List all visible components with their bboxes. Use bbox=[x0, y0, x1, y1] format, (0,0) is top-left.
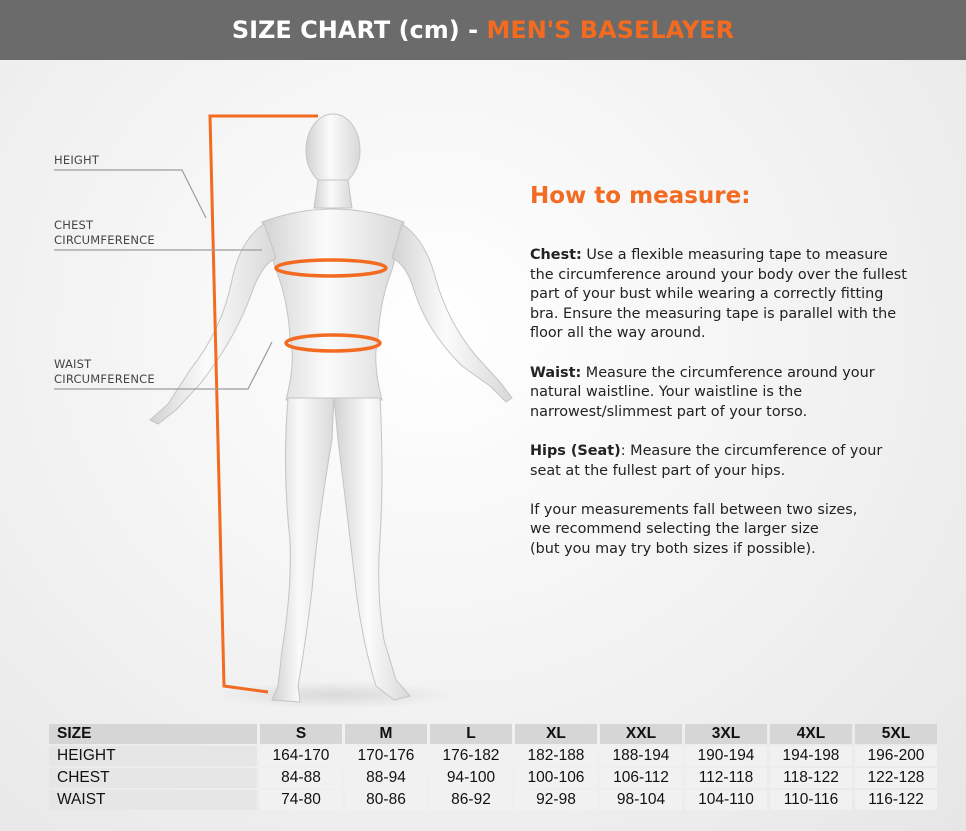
row-label-chest: CHEST bbox=[49, 768, 257, 788]
table-cell: 106-112 bbox=[600, 768, 682, 788]
page-header bbox=[0, 0, 966, 60]
table-row-height bbox=[49, 746, 937, 766]
hips-instruction-text: : Measure the circumference of your seat at the fullest part of your hips. bbox=[530, 442, 883, 479]
table-cell: 118-122 bbox=[770, 768, 852, 788]
size-header-5xl: 5XL bbox=[855, 724, 937, 744]
callout-chest-label-2: CIRCUMFERENCE bbox=[54, 233, 155, 247]
row-label-waist: WAIST bbox=[49, 790, 257, 810]
callout-height-label: HEIGHT bbox=[54, 153, 100, 167]
measure-instructions bbox=[530, 246, 910, 579]
row-label-size: SIZE bbox=[49, 724, 257, 744]
size-header-xxl: XXL bbox=[600, 724, 682, 744]
size-note bbox=[530, 501, 910, 560]
table-cell: 196-200 bbox=[855, 746, 937, 766]
table-cell: 176-182 bbox=[430, 746, 512, 766]
height-leader-line bbox=[54, 170, 206, 218]
table-cell: 122-128 bbox=[855, 768, 937, 788]
size-table bbox=[46, 722, 940, 812]
table-cell: 100-106 bbox=[515, 768, 597, 788]
table-cell: 74-80 bbox=[260, 790, 342, 810]
chest-instruction-label: Chest: bbox=[530, 247, 582, 263]
size-header-m: M bbox=[345, 724, 427, 744]
table-row-size bbox=[49, 724, 937, 744]
table-cell: 110-116 bbox=[770, 790, 852, 810]
waist-instruction-text: Measure the circumference around your natural waistline. Your waistline is the narrowest/slimmest part of your torso. bbox=[530, 364, 875, 420]
size-header-xl: XL bbox=[515, 724, 597, 744]
table-cell: 170-176 bbox=[345, 746, 427, 766]
size-header-4xl: 4XL bbox=[770, 724, 852, 744]
size-header-l: L bbox=[430, 724, 512, 744]
table-cell: 92-98 bbox=[515, 790, 597, 810]
header-product: MEN'S BASELAYER bbox=[486, 16, 735, 44]
callout-waist-label-1: WAIST bbox=[54, 357, 92, 371]
size-note-line-1: If your measurements fall between two sizes, bbox=[530, 501, 858, 518]
hips-instruction bbox=[530, 442, 910, 481]
row-label-height: HEIGHT bbox=[49, 746, 257, 766]
table-cell: 98-104 bbox=[600, 790, 682, 810]
table-cell: 182-188 bbox=[515, 746, 597, 766]
table-cell: 116-122 bbox=[855, 790, 937, 810]
table-cell: 104-110 bbox=[685, 790, 767, 810]
waist-instruction-label: Waist: bbox=[530, 364, 582, 381]
table-cell: 84-88 bbox=[260, 768, 342, 788]
callout-waist bbox=[54, 357, 155, 387]
callout-chest bbox=[54, 218, 155, 248]
table-cell: 164-170 bbox=[260, 746, 342, 766]
table-row-waist bbox=[49, 790, 937, 810]
table-cell: 194-198 bbox=[770, 746, 852, 766]
size-note-line-2: we recommend selecting the larger size bbox=[530, 521, 819, 538]
waist-instruction bbox=[530, 364, 910, 423]
table-cell: 112-118 bbox=[685, 768, 767, 788]
callout-chest-label-1: CHEST bbox=[54, 218, 94, 232]
table-cell: 88-94 bbox=[345, 768, 427, 788]
table-cell: 80-86 bbox=[345, 790, 427, 810]
table-cell: 188-194 bbox=[600, 746, 682, 766]
callout-waist-label-2: CIRCUMFERENCE bbox=[54, 372, 155, 386]
hips-instruction-label: Hips (Seat) bbox=[530, 442, 621, 459]
chest-instruction-text: Use a flexible measuring tape to measure the circumference around your body over the fullest part of your bust while wearing a correctly fitting bra. Ensure the measuring tape is parallel with the floor all the way around. bbox=[530, 247, 907, 342]
callout-height bbox=[54, 153, 99, 168]
table-row-chest bbox=[49, 768, 937, 788]
mannequin-body bbox=[150, 114, 512, 702]
header-title: SIZE CHART (cm) - bbox=[231, 16, 487, 44]
size-note-line-3: (but you may try both sizes if possible). bbox=[530, 540, 816, 557]
size-header-3xl: 3XL bbox=[685, 724, 767, 744]
table-cell: 94-100 bbox=[430, 768, 512, 788]
table-cell: 190-194 bbox=[685, 746, 767, 766]
floor-shadow bbox=[215, 681, 455, 709]
chest-instruction bbox=[530, 246, 910, 344]
table-cell: 86-92 bbox=[430, 790, 512, 810]
how-to-measure-title: How to measure: bbox=[530, 183, 751, 209]
size-header-s: S bbox=[260, 724, 342, 744]
